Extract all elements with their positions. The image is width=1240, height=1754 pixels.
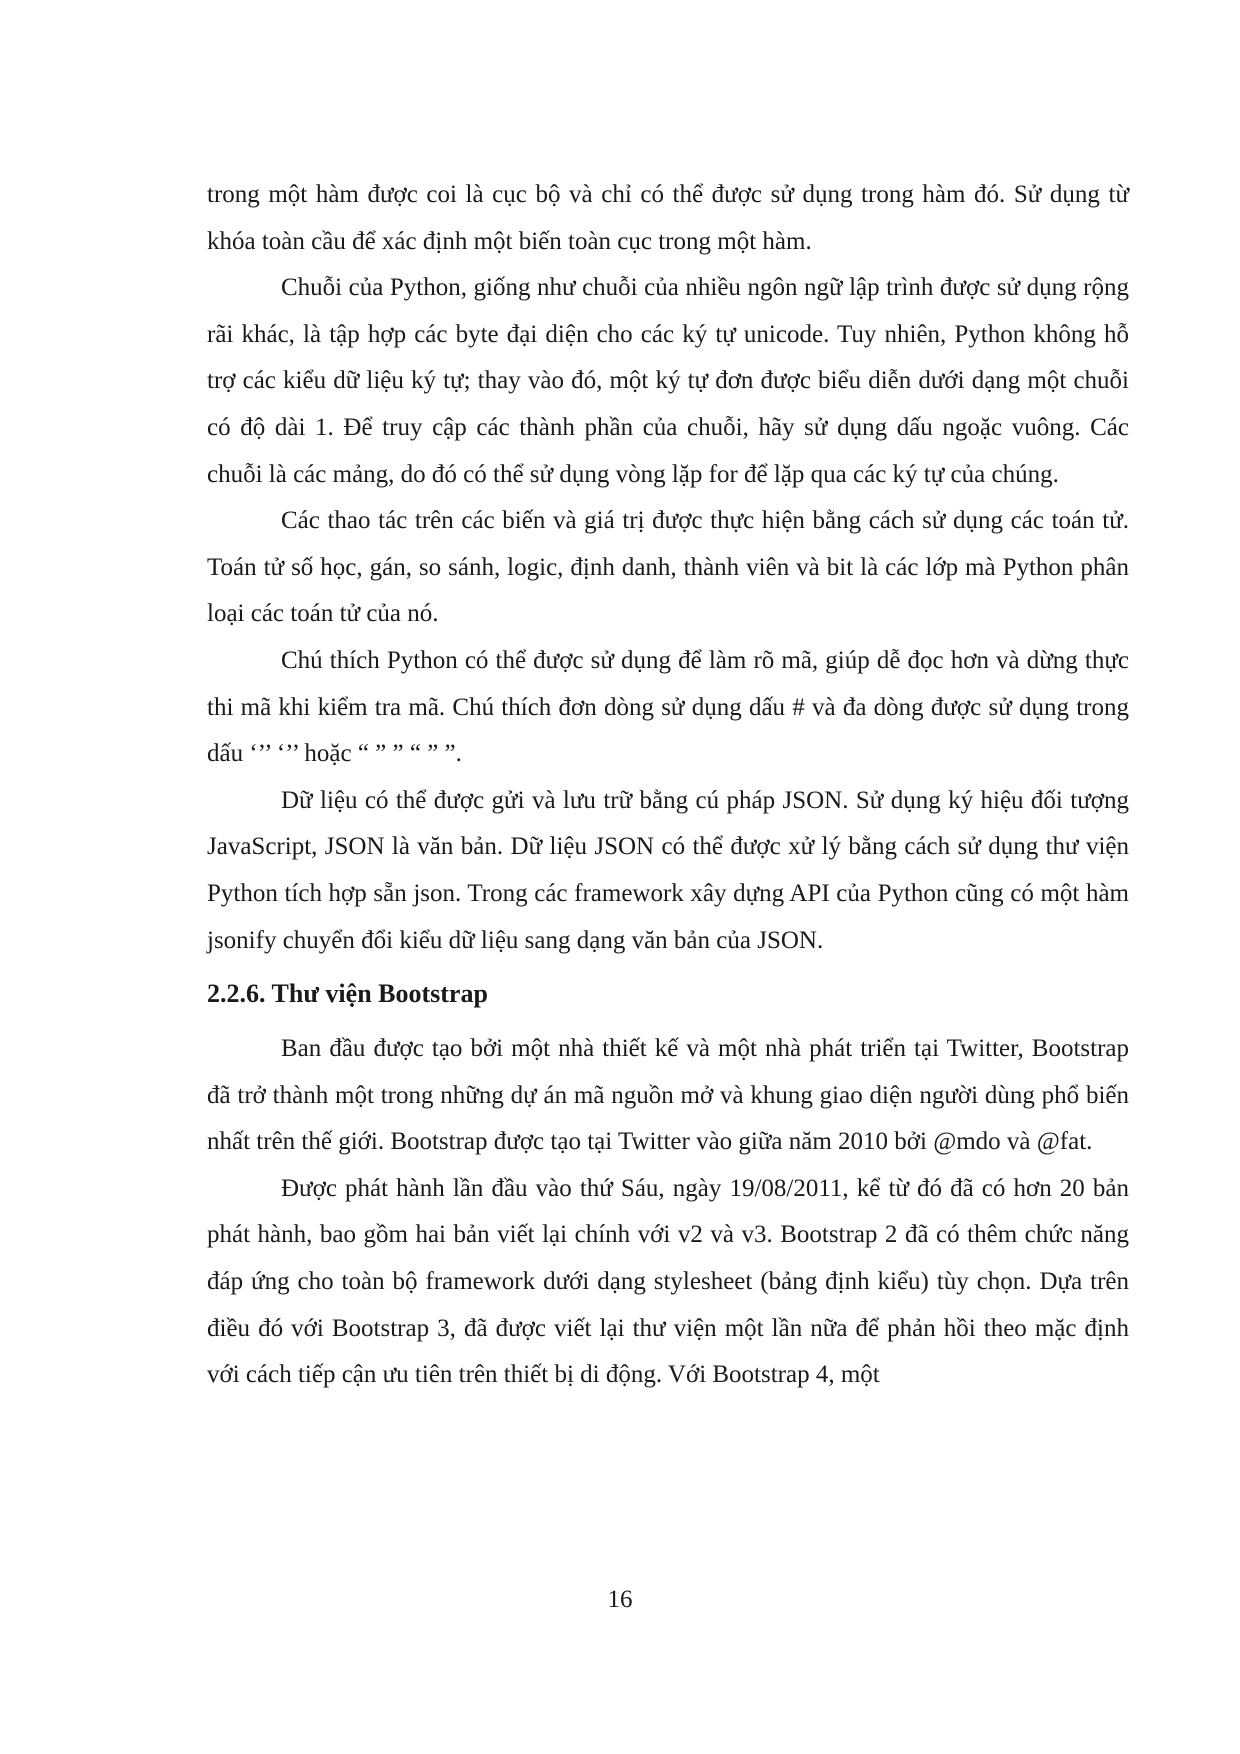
- paragraph-bootstrap-origin: Ban đầu được tạo bởi một nhà thiết kế và một nhà phát triển tại Twitter, Bootstrap đã trở thành một trong những dự án mã nguồn mở và khung giao diện người dùng phổ biến nhất trên thế giới. Bootstrap được tạo tại Twitter vào giữa năm 2010 bởi @mdo và @fat.: [207, 1035, 1129, 1156]
- paragraph-python-operators: Các thao tác trên các biến và giá trị được thực hiện bằng cách sử dụng các toán tử. Toán tử số học, gán, so sánh, logic, định danh, thành viên và bit là các lớp mà Python phân loại các toán tử của nó.: [207, 507, 1129, 628]
- section-heading-bootstrap: 2.2.6. Thư viện Bootstrap: [207, 979, 488, 1009]
- paragraph-local-scope: trong một hàm được coi là cục bộ và chỉ có thể được sử dụng trong hàm đó. Sử dụng từ khóa toàn cầu để xác định một biến toàn cục trong một hàm.: [207, 181, 1129, 255]
- paragraph-bootstrap-releases: Được phát hành lần đầu vào thứ Sáu, ngày 19/08/2011, kể từ đó đã có hơn 20 bản phát hành, bao gồm hai bản viết lại chính với v2 và v3. Bootstrap 2 đã có thêm chức năng đáp ứng cho toàn bộ framework dưới dạng stylesheet (bảng định kiểu) tùy chọn. Dựa trên điều đó với Bootstrap 3, đã được viết lại thư viện một lần nữa để phản hồi theo mặc định với cách tiếp cận ưu tiên trên thiết bị di động. Với Bootstrap 4, một: [207, 1174, 1129, 1389]
- paragraph-python-strings: Chuỗi của Python, giống như chuỗi của nhiều ngôn ngữ lập trình được sử dụng rộng rãi khác, là tập hợp các byte đại diện cho các ký tự unicode. Tuy nhiên, Python không hỗ trợ các kiểu dữ liệu ký tự; thay vào đó, một ký tự đơn được biểu diễn dưới dạng một chuỗi có độ dài 1. Để truy cập các thành phần của chuỗi, hãy sử dụng dấu ngoặc vuông. Các chuỗi là các mảng, do đó có thể sử dụng vòng lặp for để lặp qua các ký tự của chúng.: [207, 274, 1129, 488]
- document-page: [207, 172, 1129, 1399]
- paragraph-python-comments: Chú thích Python có thể được sử dụng để làm rõ mã, giúp dễ đọc hơn và dừng thực thi mã khi kiểm tra mã. Chú thích đơn dòng sử dụng dấu # và đa dòng được sử dụng trong dấu ‘’’ ‘’’ hoặc “ ” ” “ ” ”.: [207, 646, 1129, 768]
- page-number: 16: [607, 1586, 633, 1613]
- paragraph-json: Dữ liệu có thể được gửi và lưu trữ bằng cú pháp JSON. Sử dụng ký hiệu đối tượng JavaScript, JSON là văn bản. Dữ liệu JSON có thể được xử lý bằng cách sử dụng thư viện Python tích hợp sẵn json. Trong các framework xây dựng API của Python cũng có một hàm jsonify chuyển đổi kiểu dữ liệu sang dạng văn bản của JSON.: [207, 786, 1129, 954]
